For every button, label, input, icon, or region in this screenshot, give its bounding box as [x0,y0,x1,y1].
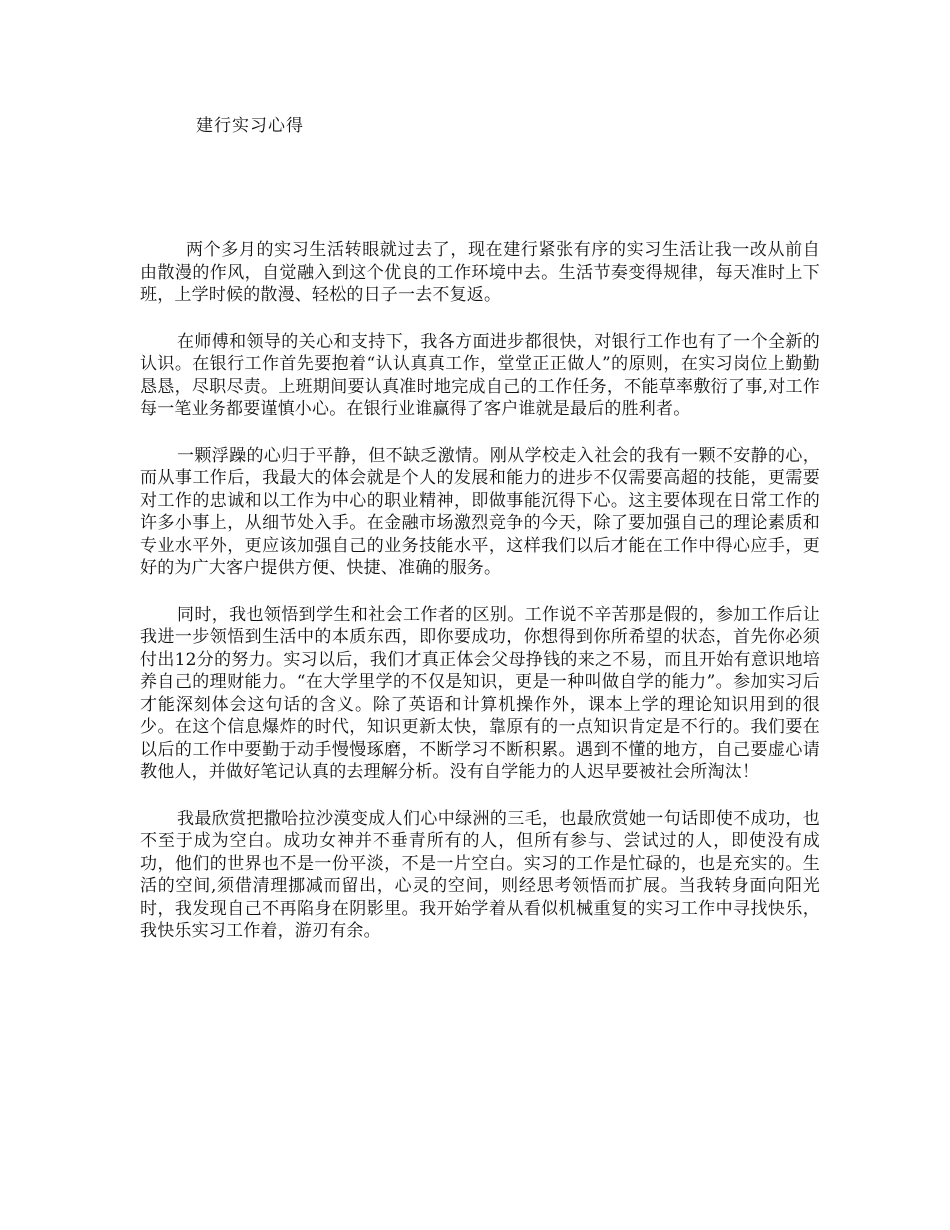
paragraph-1: 两个多月的实习生活转眼就过去了，现在建行紧张有序的实习生活让我一改从前自由散漫的作风，自觉融入到这个优良的工作环境中去。生活节奏变得规律，每天准时上下班，上学时候的散漫、轻松的日子一去不复返。 [140,240,820,305]
document-title: 建行实习心得 [196,116,304,136]
paragraph-4: 同时，我也领悟到学生和社会工作者的区别。工作说不辛苦那是假的，参加工作后让我进一步领悟到生活中的本质东西，即你要成功，你想得到你所希望的状态，首先你必须付出12分的努力。实习以后，我们才真正体会父母挣钱的来之不易，而且开始有意识地培养自己的理财能力。“在大学里学的不仅是知识，更是一种叫做自学的能力”。参加实习后才能深刻体会这句话的含义。除了英语和计算机操作外，课本上学的理论知识用到的很少。在这个信息爆炸的时代，知识更新太快，靠原有的一点知识肯定是不行的。我们要在以后的工作中要勤于动手慢慢琢磨，不断学习不断积累。遇到不懂的地方，自己要虚心请教他人，并做好笔记认真的去理解分析。没有自学能力的人迟早要被社会所淘汰！ [140,604,820,782]
paragraph-5: 我最欣赏把撒哈拉沙漠变成人们心中绿洲的三毛，也最欣赏她一句话即使不成功，也不至于成为空白。成功女神并不垂青所有的人，但所有参与、尝试过的人，即使没有成功，他们的世界也不是一份平淡，不是一片空白。实习的工作是忙碌的，也是充实的。生活的空间,须借清理挪减而留出，心灵的空间，则经思考领悟而扩展。当我转身面向阳光时，我发现自己不再陷身在阴影里。我开始学着从看似机械重复的实习工作中寻找快乐，我快乐实习工作着，游刃有余。 [140,808,820,941]
paragraph-3: 一颗浮躁的心归于平静，但不缺乏激情。刚从学校走入社会的我有一颗不安静的心，而从事工作后，我最大的体会就是个人的发展和能力的进步不仅需要高超的技能，更需要对工作的忠诚和以工作为中心的职业精神，即做事能沉得下心。这主要体现在日常工作的许多小事上，从细节处入手。在金融市场激烈竞争的今天，除了要加强自己的理论素质和专业水平外，更应该加强自己的业务技能水平，这样我们以后才能在工作中得心应手，更好的为广大客户提供方便、快捷、准确的服务。 [140,445,820,578]
document-body [140,239,820,967]
paragraph-2: 在师傅和领导的关心和支持下，我各方面进步都很快，对银行工作也有了一个全新的认识。在银行工作首先要抱着“认认真真工作，堂堂正正做人”的原则，在实习岗位上勤勤恳恳，尽职尽责。上班期间要认真准时地完成自己的工作任务，不能草率敷衍了事,对工作每一笔业务都要谨慎小心。在银行业谁赢得了客户谁就是最后的胜利者。 [140,331,820,419]
